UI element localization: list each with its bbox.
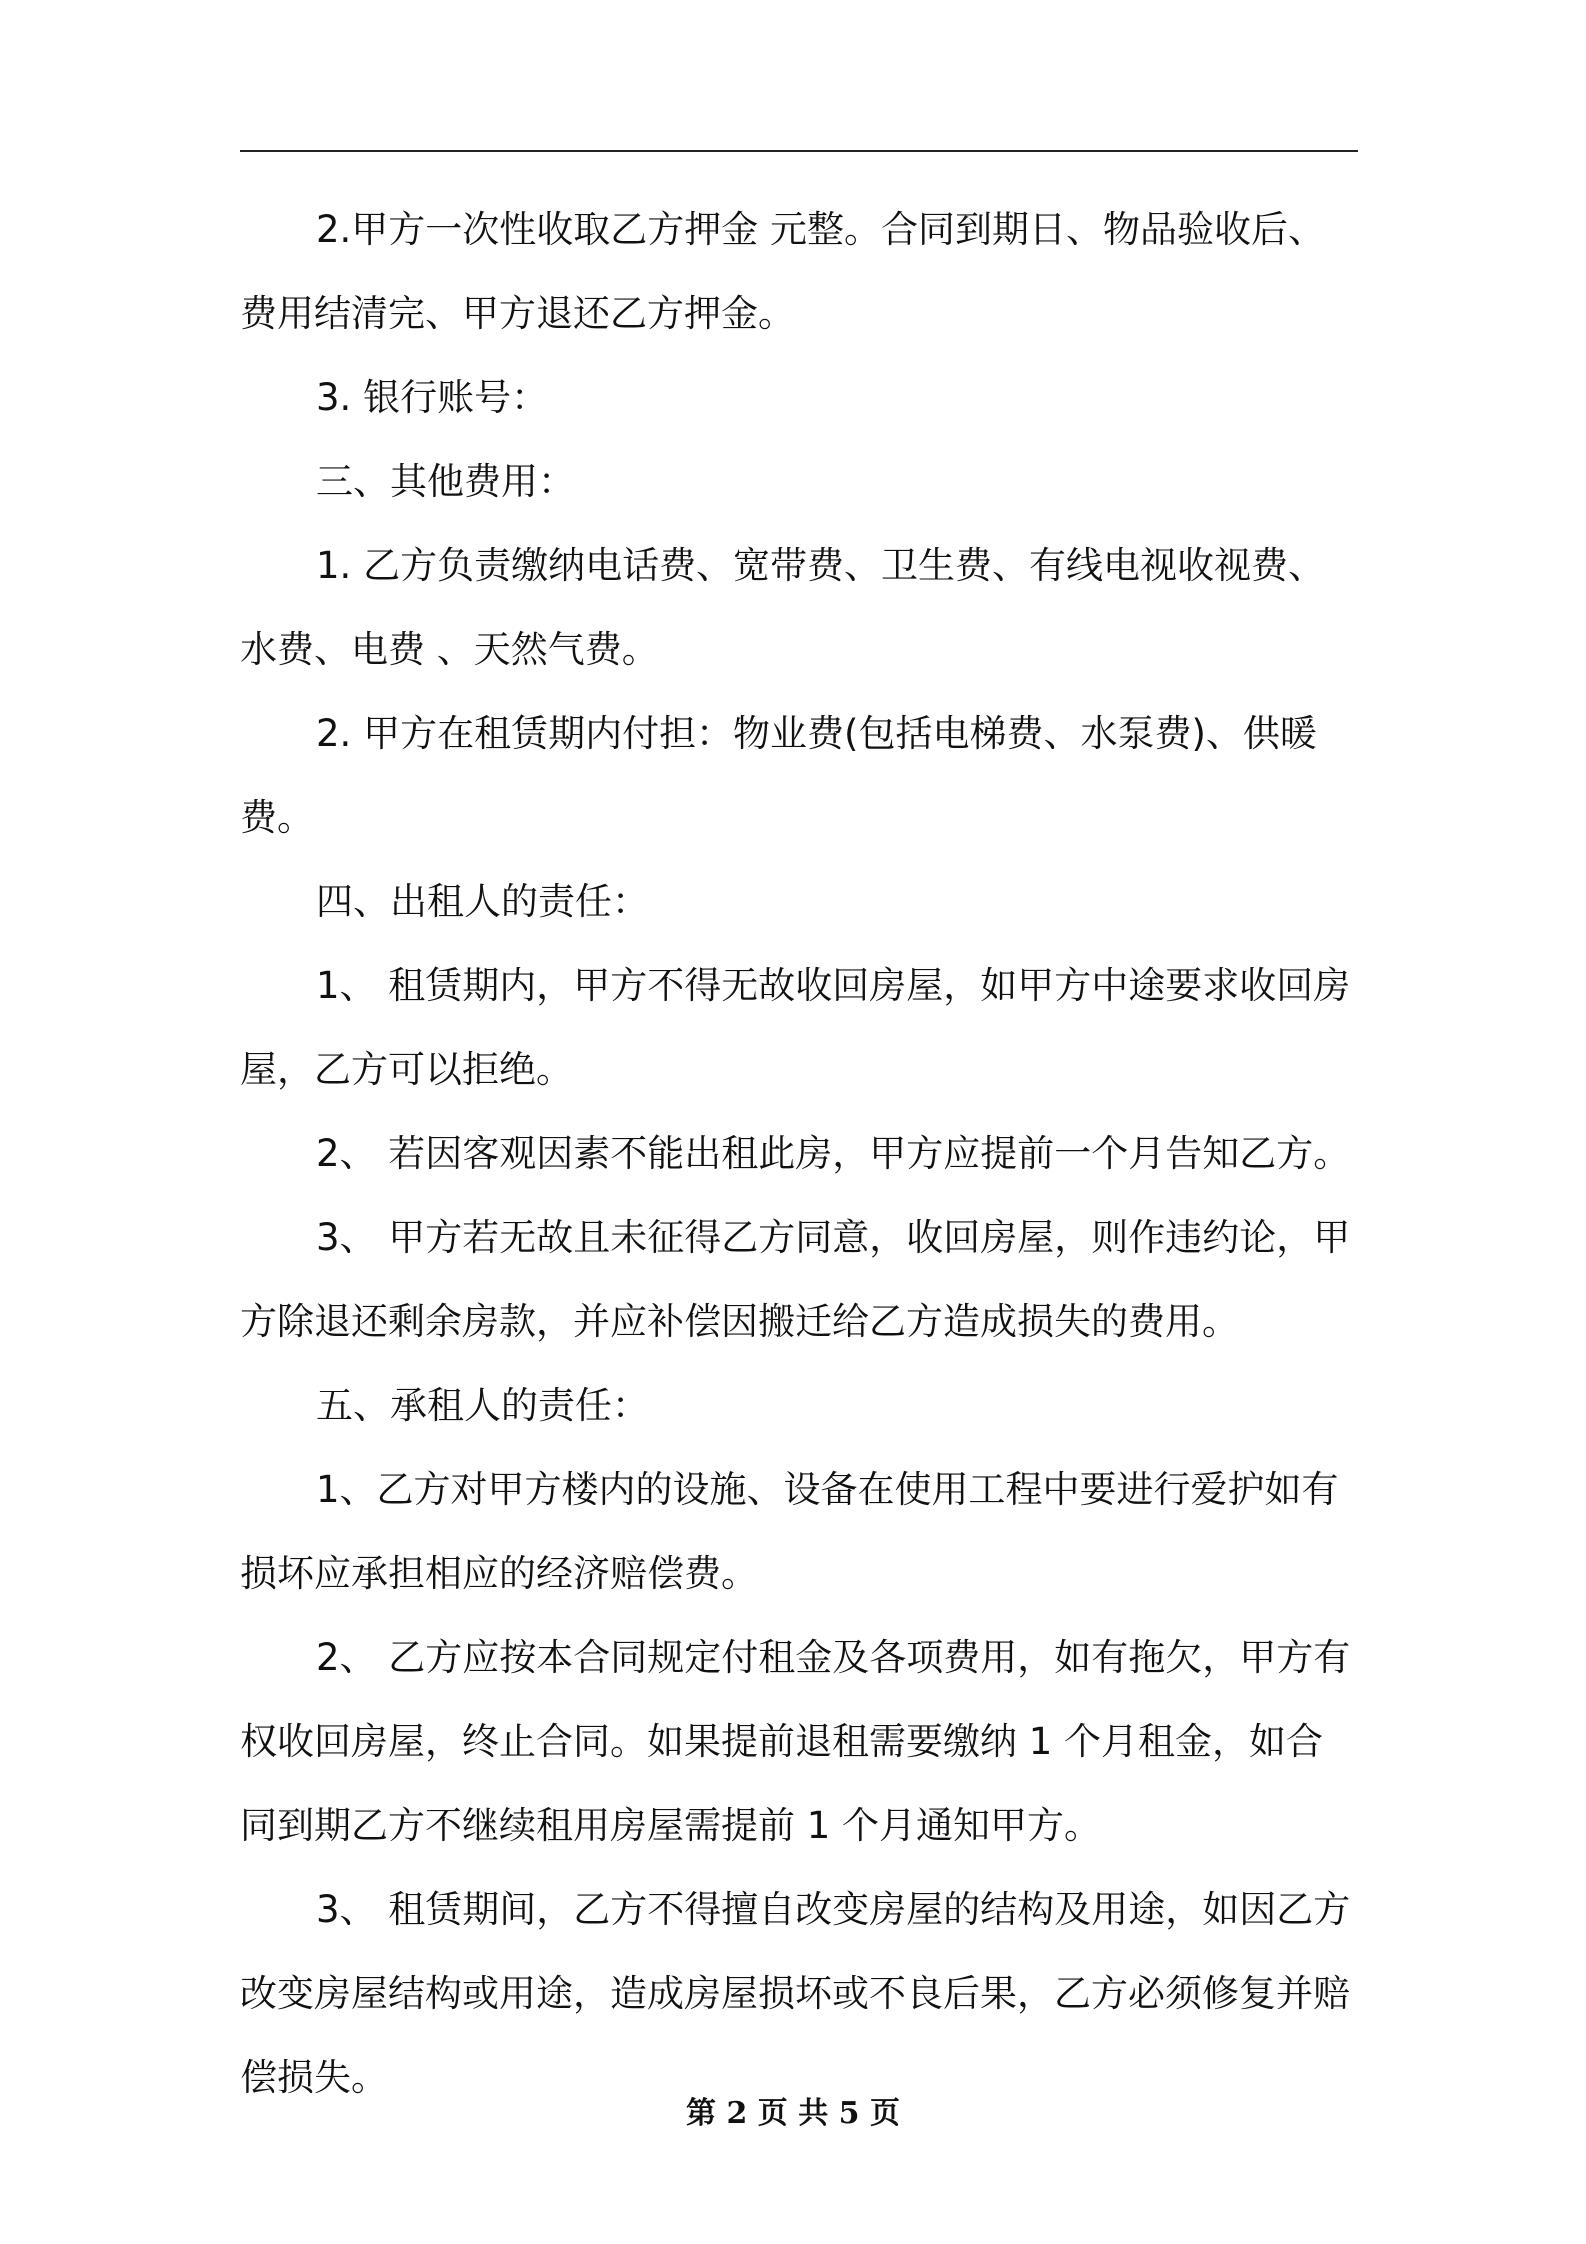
paragraph-deposit: 2.甲方一次性收取乙方押金 元整。合同到期日、物品验收后、费用结清完、甲方退还乙方押金。 (240, 208, 1326, 335)
paragraph-tenant-utilities: 1. 乙方负责缴纳电话费、宽带费、卫生费、有线电视收视费、水费、电费 、天然气费。 (240, 544, 1326, 671)
paragraph-landlord-fees: 2. 甲方在租赁期内付担：物业费(包括电梯费、水泵费)、供暖费。 (240, 712, 1317, 839)
page-number-footer: 第 2 页 共 5 页 (686, 2096, 900, 2131)
header-divider-line (240, 150, 1358, 152)
paragraph-bank-account: 3. 银行账号： (316, 376, 549, 419)
section-heading-other-fees: 三、其他费用： (316, 460, 575, 503)
paragraph-lessor-duty-1: 1、 租赁期内，甲方不得无故收回房屋，如甲方中途要求收回房屋，乙方可以拒绝。 (240, 964, 1351, 1091)
paragraph-lessor-duty-2: 2、 若因客观因素不能出租此房，甲方应提前一个月告知乙方。 (316, 1132, 1351, 1175)
paragraph-lessee-duty-3: 3、 租赁期间，乙方不得擅自改变房屋的结构及用途，如因乙方改变房屋结构或用途，造成房屋损坏或不良后果，乙方必须修复并赔偿损失。 (240, 1888, 1351, 2099)
paragraph-lessor-duty-3: 3、 甲方若无故且未征得乙方同意，收回房屋，则作违约论，甲方除退还剩余房款，并应补偿因搬迁给乙方造成损失的费用。 (240, 1216, 1351, 1343)
paragraph-lessee-duty-2: 2、 乙方应按本合同规定付租金及各项费用，如有拖欠，甲方有权收回房屋，终止合同。如果提前退租需要缴纳 1 个月租金，如合同到期乙方不继续租用房屋需提前 1 个月通知甲方。 (240, 1636, 1351, 1847)
section-heading-lessee-duties: 五、承租人的责任： (316, 1384, 649, 1427)
paragraph-lessee-duty-1: 1、乙方对甲方楼内的设施、设备在使用工程中要进行爱护如有损坏应承担相应的经济赔偿费。 (240, 1468, 1339, 1595)
section-heading-lessor-duties: 四、出租人的责任： (316, 880, 649, 923)
document-body (240, 188, 1358, 2120)
